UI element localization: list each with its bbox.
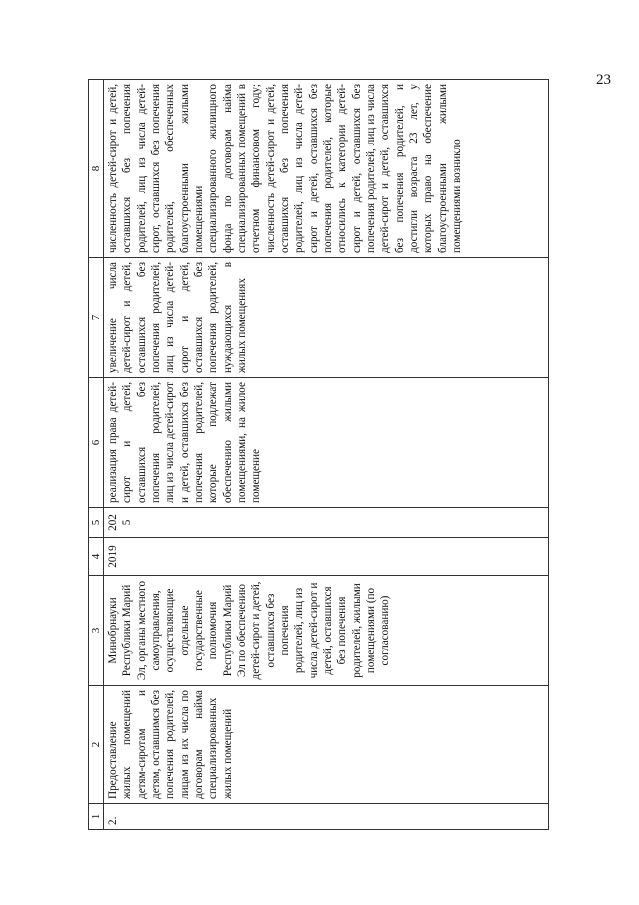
row-number-cell: 2. [104,804,549,830]
column-number-header: 3 [89,576,104,686]
result-cell: реализация права детей-сирот и детей, оставшихся без попечения родителей, лиц из числа детей-сирот и детей, оставшихся без попечения родителей, которые подлежат обеспечению жилыми помещениями, на жилое помещение [104,378,549,508]
rotated-table-container [88,80,548,830]
column-number-header: 5 [89,508,104,538]
column-number-header: 1 [89,804,104,830]
end-year-cell: 2025 [104,508,549,538]
measures-table [88,79,549,830]
column-number-header: 8 [89,80,104,258]
column-number-header: 6 [89,378,104,508]
indicators-cell: численность детей-сирот и детей, оставшихся без попечения родителей, лиц из числа детей-сирот, оставшихся без попечения родителей, обеспеченных благоустроенными жилыми помещениями специализированного жилищного фонда по договорам найма специализированных помещений в отчетном финансовом году; численность детей-сирот и детей, оставшихся без попечения родителей, лиц из числа детей-сирот и детей, оставшихся без попечения родителей, которые относились к категории детей-сирот и детей, оставшихся без попечения родителей, лиц из числа детей-сирот и детей, оставшихся без попечения родителей, и достигли возраста 23 лет, у которых право на обеспечение благоустроенными жилыми помещениями возникло [104,80,549,258]
column-number-header: 4 [89,538,104,576]
column-number-row [89,80,104,830]
column-number-header: 7 [89,258,104,378]
executor-cell: Минобрнауки Республики Марий Эл, органы местного самоуправления, осуществляющие отдельные государственные полномочия Республики Марий Эл по обеспечению детей-сирот и детей, оставшихся без попечения родителей, лиц из числа детей-сирот и детей, оставшихся без попечения родителей, жилыми помещениями (по согласованию) [104,576,549,686]
column-number-header: 2 [89,686,104,804]
table-row [104,80,549,830]
page-number: 23 [596,72,611,88]
effect-cell: увеличение числа детей-сирот и детей, оставшихся без попечения родителей, лиц из числа детей-сирот и детей, оставшихся без попечения родителей, нуждающихся в жилых помещениях [104,258,549,378]
measure-cell: Предоставление жилых помещений детям-сиротам и детям, оставшимся без попечения родителей, лицам из их числа по договорам найма специализированных жилых помещений [104,686,549,804]
start-year-cell: 2019 [104,538,549,576]
